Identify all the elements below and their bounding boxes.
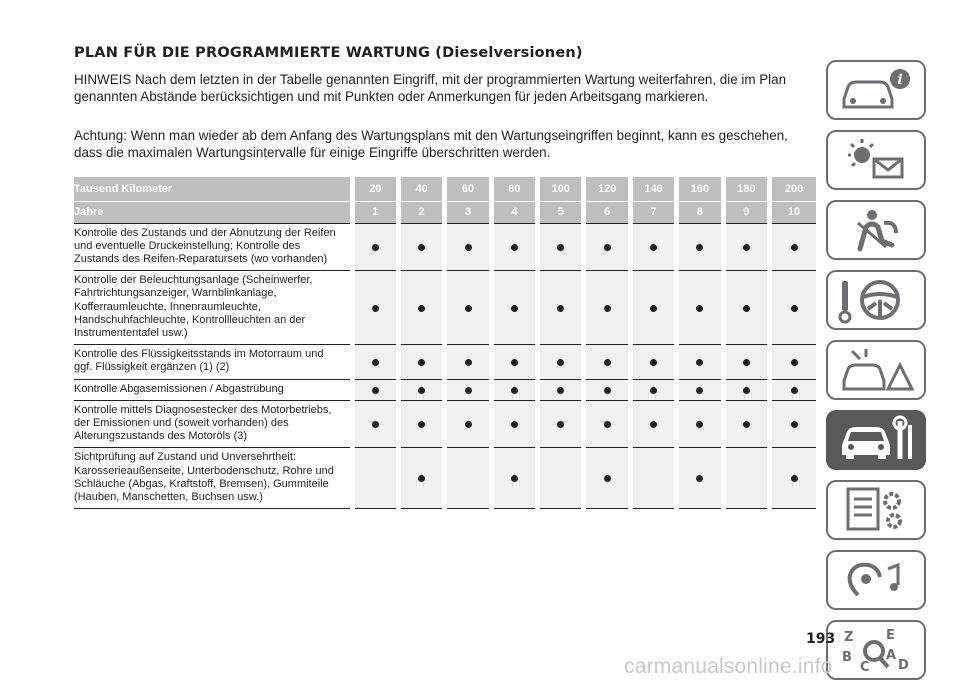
interval-cell — [770, 271, 816, 345]
car-info-icon — [836, 65, 916, 115]
years-header-label: Jahre — [74, 201, 352, 223]
task-description: Kontrolle der Beleuchtungsanlage (Scheinwerfer, Fahrtrichtungsanzeiger, Warnblinkanlage, Kofferraumleuchte, Innenraumleuchte, Handschuhfachleuchte, Kontrollleuchten an der Instrumententafel usw.) — [74, 271, 352, 345]
interval-cell — [352, 448, 398, 509]
interval-cell — [630, 448, 676, 509]
service-dot-icon — [791, 359, 798, 366]
km-value: 80 — [491, 177, 537, 201]
service-dot-icon — [511, 421, 518, 428]
service-dot-icon — [650, 244, 657, 251]
interval-cell — [491, 400, 537, 448]
table-row — [74, 223, 816, 271]
service-dot-icon — [791, 305, 798, 312]
service-dot-icon — [696, 305, 703, 312]
service-dot-icon — [418, 421, 425, 428]
year-value: 8 — [677, 201, 723, 223]
service-dot-icon — [604, 359, 611, 366]
interval-cell — [398, 271, 444, 345]
km-value: 160 — [677, 177, 723, 201]
svg-text:i: i — [897, 72, 903, 88]
year-value: 4 — [491, 201, 537, 223]
year-value: 9 — [723, 201, 769, 223]
tab-technical-data[interactable] — [826, 480, 926, 540]
service-dot-icon — [696, 359, 703, 366]
interval-cell — [352, 271, 398, 345]
year-value: 5 — [538, 201, 584, 223]
service-dot-icon — [372, 244, 379, 251]
km-value: 20 — [352, 177, 398, 201]
index-letters-icon — [836, 625, 916, 675]
interval-cell — [352, 223, 398, 271]
task-description: Kontrolle des Zustands und der Abnutzung der Reifen und eventuelle Druckeinstellung; Kontrolle des Zustands des Reifen-Reparatursets (wo vorhanden) — [74, 223, 352, 271]
interval-cell — [723, 271, 769, 345]
interval-cell — [770, 448, 816, 509]
tab-warning-lights[interactable] — [826, 130, 926, 190]
service-dot-icon — [511, 475, 518, 482]
interval-cell — [584, 345, 630, 379]
service-dot-icon — [465, 305, 472, 312]
service-dot-icon — [743, 305, 750, 312]
service-dot-icon — [650, 421, 657, 428]
tab-maintenance[interactable] — [826, 410, 926, 470]
table-row — [74, 271, 816, 345]
task-description: Sichtprüfung auf Zustand und Unversehrtheit: Karosserieaußenseite, Unterbodenschutz, Rohre und Schläuche (Abgas, Kraftstoff, Bremsen), Gummiteile (Hauben, Manschetten, Buchsen usw.) — [74, 448, 352, 509]
svg-text:D: D — [898, 658, 909, 673]
service-dot-icon — [743, 244, 750, 251]
km-header-label: Tausend Kilometer — [74, 177, 352, 201]
service-dot-icon — [650, 359, 657, 366]
interval-cell — [538, 448, 584, 509]
service-dot-icon — [511, 305, 518, 312]
svg-text:Z: Z — [844, 630, 854, 645]
interval-cell — [445, 345, 491, 379]
service-dot-icon — [511, 244, 518, 251]
km-value: 180 — [723, 177, 769, 201]
interval-cell — [538, 271, 584, 345]
svg-text:E: E — [886, 628, 895, 643]
interval-cell — [491, 223, 537, 271]
interval-cell — [491, 345, 537, 379]
interval-cell — [723, 379, 769, 400]
year-value: 3 — [445, 201, 491, 223]
interval-cell — [723, 345, 769, 379]
task-description: Kontrolle Abgasemissionen / Abgastrübung — [74, 379, 352, 400]
interval-cell — [445, 379, 491, 400]
interval-cell — [677, 271, 723, 345]
tab-starting-driving[interactable] — [826, 270, 926, 330]
interval-cell — [445, 448, 491, 509]
tab-index[interactable] — [826, 620, 926, 680]
multimedia-icon — [836, 555, 916, 605]
interval-cell — [584, 400, 630, 448]
service-dot-icon — [557, 387, 564, 394]
interval-cell — [677, 448, 723, 509]
service-dot-icon — [650, 387, 657, 394]
service-dot-icon — [418, 387, 425, 394]
svg-text:B: B — [842, 650, 852, 665]
km-value: 200 — [770, 177, 816, 201]
service-dot-icon — [557, 244, 564, 251]
service-dot-icon — [418, 244, 425, 251]
warning-lights-icon — [836, 135, 916, 185]
interval-cell — [398, 448, 444, 509]
interval-cell — [352, 400, 398, 448]
service-dot-icon — [743, 387, 750, 394]
year-value: 2 — [398, 201, 444, 223]
km-header-row — [74, 177, 816, 201]
service-dot-icon — [372, 359, 379, 366]
table-row — [74, 345, 816, 379]
service-dot-icon — [696, 421, 703, 428]
interval-cell — [677, 400, 723, 448]
service-dot-icon — [372, 421, 379, 428]
km-value: 140 — [630, 177, 676, 201]
service-dot-icon — [791, 244, 798, 251]
svg-text:A: A — [886, 648, 897, 663]
interval-cell — [770, 223, 816, 271]
service-dot-icon — [372, 305, 379, 312]
year-value: 6 — [584, 201, 630, 223]
interval-cell — [630, 400, 676, 448]
tab-car-info[interactable] — [826, 60, 926, 120]
service-dot-icon — [465, 387, 472, 394]
interval-cell — [723, 223, 769, 271]
car-wrench-icon — [836, 415, 916, 465]
interval-cell — [538, 379, 584, 400]
interval-cell — [584, 379, 630, 400]
table-row — [74, 400, 816, 448]
service-dot-icon — [418, 305, 425, 312]
service-dot-icon — [557, 305, 564, 312]
tab-emergency[interactable] — [826, 340, 926, 400]
service-dot-icon — [465, 421, 472, 428]
interval-cell — [445, 271, 491, 345]
warning-paragraph: Achtung: Wenn man wieder ab dem Anfang des Wartungsplans mit den Wartungseingriffen beginnt, kann es geschehen, dass die maximalen Wartungsintervalle für einige Eingriffe überschritten werden. — [74, 128, 788, 160]
note-paragraph: HINWEIS Nach dem letzten in der Tabelle genannten Eingriff, mit der programmierten Wartung weiterfahren, die im Plan genannten Abstände berücksichtigen und mit Punkten oder Anmerkungen für jeden Arbeitsgang markieren. — [74, 72, 787, 104]
service-dot-icon — [696, 387, 703, 394]
interval-cell — [445, 400, 491, 448]
interval-cell — [723, 400, 769, 448]
watermark: carmanualsonline.info — [624, 655, 833, 678]
interval-cell — [630, 223, 676, 271]
interval-cell — [770, 379, 816, 400]
interval-cell — [630, 379, 676, 400]
service-dot-icon — [465, 359, 472, 366]
interval-cell — [584, 448, 630, 509]
page-number: 193 — [806, 631, 836, 647]
interval-cell — [630, 271, 676, 345]
service-dot-icon — [372, 387, 379, 394]
interval-cell — [723, 448, 769, 509]
interval-cell — [538, 223, 584, 271]
airbag-person-icon — [836, 205, 916, 255]
year-value: 7 — [630, 201, 676, 223]
table-row — [74, 448, 816, 509]
service-dot-icon — [650, 305, 657, 312]
svg-text:C: C — [860, 660, 870, 675]
service-dot-icon — [791, 387, 798, 394]
interval-cell — [398, 345, 444, 379]
service-dot-icon — [791, 421, 798, 428]
service-dot-icon — [557, 359, 564, 366]
service-dot-icon — [604, 305, 611, 312]
interval-cell — [584, 223, 630, 271]
service-dot-icon — [604, 387, 611, 394]
interval-cell — [491, 448, 537, 509]
service-dot-icon — [511, 359, 518, 366]
service-dot-icon — [418, 475, 425, 482]
service-dot-icon — [604, 244, 611, 251]
year-value: 1 — [352, 201, 398, 223]
steering-key-icon — [836, 275, 916, 325]
interval-cell — [770, 345, 816, 379]
specs-gear-icon — [836, 485, 916, 535]
interval-cell — [491, 379, 537, 400]
interval-cell — [770, 400, 816, 448]
km-value: 60 — [445, 177, 491, 201]
interval-cell — [398, 400, 444, 448]
tab-safety[interactable] — [826, 200, 926, 260]
interval-cell — [491, 271, 537, 345]
service-dot-icon — [696, 244, 703, 251]
task-description: Kontrolle mittels Diagnosestecker des Motorbetriebs, der Emissionen und (soweit vorhanden) des Alterungszustands des Motoröls (3) — [74, 400, 352, 448]
interval-cell — [445, 223, 491, 271]
interval-cell — [398, 223, 444, 271]
interval-cell — [398, 379, 444, 400]
km-value: 40 — [398, 177, 444, 201]
service-dot-icon — [604, 421, 611, 428]
interval-cell — [352, 345, 398, 379]
interval-cell — [677, 345, 723, 379]
task-description: Kontrolle des Flüssigkeitsstands im Motorraum und ggf. Flüssigkeit ergänzen (1) (2) — [74, 345, 352, 379]
tab-multimedia[interactable] — [826, 550, 926, 610]
interval-cell — [584, 271, 630, 345]
service-dot-icon — [418, 359, 425, 366]
years-header-row — [74, 201, 816, 223]
page-title: PLAN FÜR DIE PROGRAMMIERTE WARTUNG (Dieselversionen) — [74, 45, 583, 61]
interval-cell — [677, 379, 723, 400]
km-value: 120 — [584, 177, 630, 201]
service-dot-icon — [791, 475, 798, 482]
service-dot-icon — [743, 421, 750, 428]
interval-cell — [538, 400, 584, 448]
interval-cell — [630, 345, 676, 379]
table-row — [74, 379, 816, 400]
service-dot-icon — [743, 359, 750, 366]
maintenance-table — [74, 177, 816, 509]
interval-cell — [538, 345, 584, 379]
service-dot-icon — [604, 475, 611, 482]
service-dot-icon — [557, 421, 564, 428]
km-value: 100 — [538, 177, 584, 201]
car-emergency-icon — [836, 345, 916, 395]
year-value: 10 — [770, 201, 816, 223]
interval-cell — [352, 379, 398, 400]
service-dot-icon — [696, 475, 703, 482]
interval-cell — [677, 223, 723, 271]
service-dot-icon — [511, 387, 518, 394]
service-dot-icon — [465, 244, 472, 251]
